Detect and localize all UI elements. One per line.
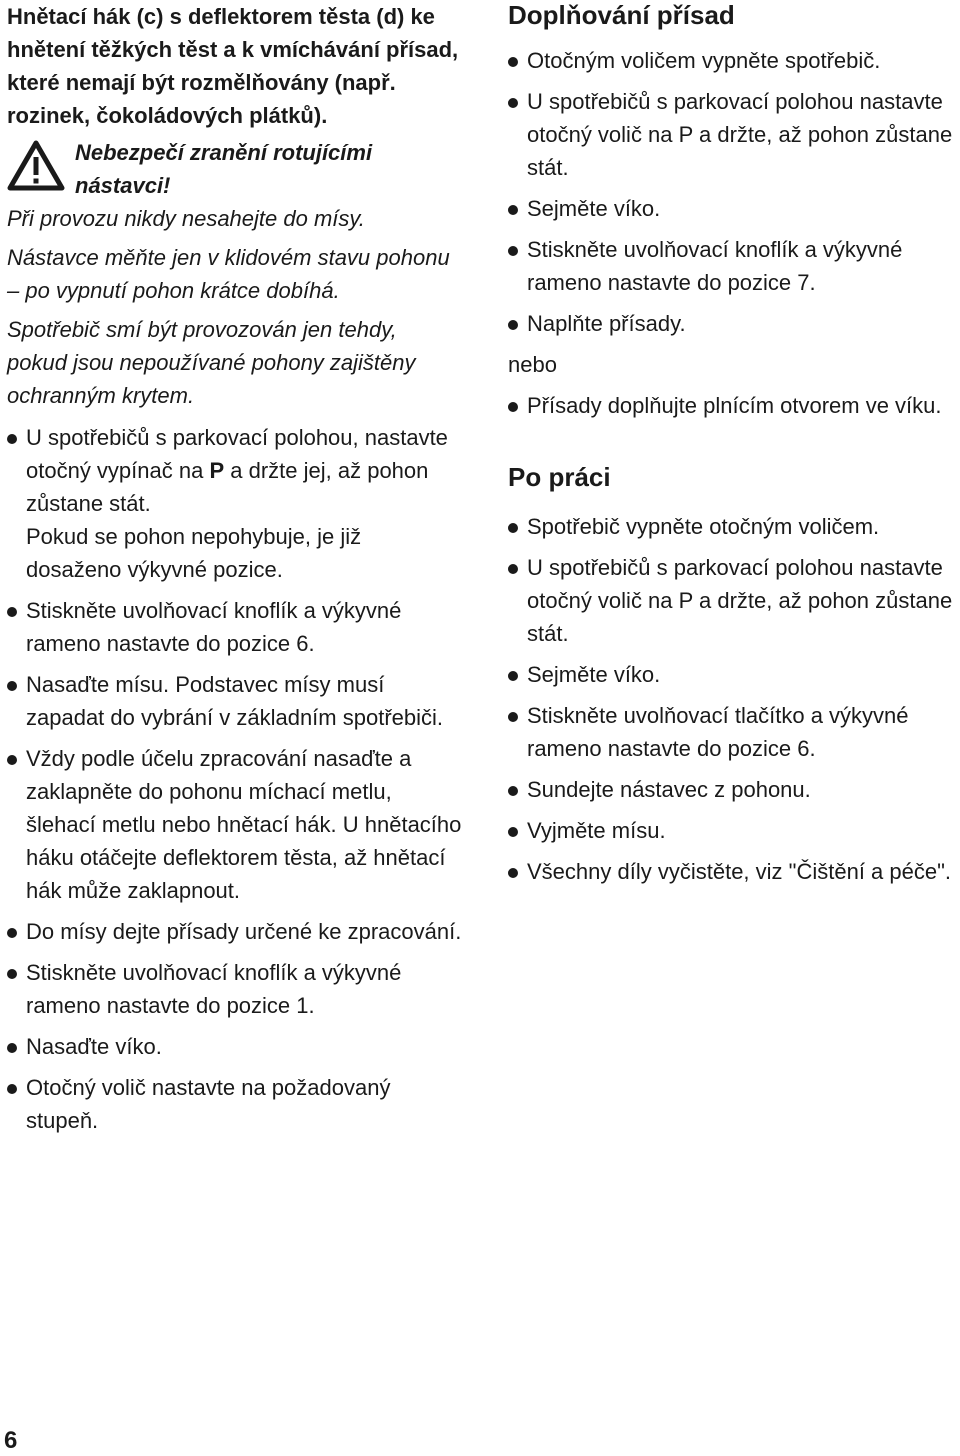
list-item: Sundejte nástavec z pohonu. [508, 773, 960, 806]
list-item: Spotřebič vypněte otočným voličem. [508, 510, 960, 543]
list-item: Do mísy dejte přísady určené ke zpracování. [7, 915, 462, 948]
left-column [7, 0, 462, 1137]
list-item: Nasaďte mísu. Podstavec mísy musí zapadat do vybrání v základním spotřebiči. [7, 668, 462, 734]
or-label: nebo [508, 352, 557, 377]
list-item: Sejměte víko. [508, 192, 960, 225]
list-item: U spotřebičů s parkovací polohou nastavte otočný volič na P a držte, až pohon zůstane stát. [508, 85, 960, 184]
step-text: a držte jej, až pohon zůstane stát. [26, 458, 429, 516]
note-text: Pokud se pohon nepohybuje, je již dosaženo výkyvné pozice. [26, 524, 362, 582]
intro-paragraph: Hnětací hák (c) s deflektorem těsta (d) ke hnětení těžkých těst a k vmíchávání přísad, které nemají být rozmělňovány (např. rozinek, čokoládových plátků). [7, 4, 459, 128]
right-column [508, 0, 960, 888]
warning-title: Nebezpečí zranění rotujícími nástavci! [75, 140, 373, 198]
list-item: Stiskněte uvolňovací tlačítko a výkyvné rameno nastavte do pozice 6. [508, 699, 960, 765]
warning-block [7, 136, 462, 202]
step-text: U spotřebičů s parkovací polohou, nastavte otočný vypínač na [26, 425, 448, 483]
list-item: Nasaďte víko. [7, 1030, 462, 1063]
position-p: P [209, 458, 225, 483]
list-item: Sejměte víko. [508, 658, 960, 691]
list-item: Vždy podle účelu zpracování nasaďte a zaklapněte do pohonu míchací metlu, šlehací metlu nebo hnětací hák. U hnětacího háku otáčejte deflektorem těsta, až hnětací hák může zaklapnout. [7, 742, 462, 907]
warning-text-1: Při provozu nikdy nesahejte do mísy. [7, 206, 365, 231]
section-heading-adding-ingredients: Doplňování přísad [508, 0, 735, 30]
list-item: U spotřebičů s parkovací polohou nastavte otočný volič na P a držte, až pohon zůstane stát. [508, 551, 960, 650]
list-item: Otočným voličem vypněte spotřebič. [508, 44, 960, 77]
warning-text-3: Spotřebič smí být provozován jen tehdy, pokud jsou nepoužívané pohony zajištěny ochranným krytem. [7, 317, 416, 408]
warning-text-2: Nástavce měňte jen v klidovém stavu pohonu – po vypnutí pohon krátce dobíhá. [7, 245, 450, 303]
list-item: Stiskněte uvolňovací knoflík a výkyvné rameno nastavte do pozice 7. [508, 233, 960, 299]
list-item: Přísady doplňujte plnícím otvorem ve víku. [508, 389, 960, 422]
page-number: 6 [4, 1427, 18, 1454]
list-item [7, 421, 462, 520]
list-item: Stiskněte uvolňovací knoflík a výkyvné rameno nastavte do pozice 6. [7, 594, 462, 660]
list-item: Vyjměte mísu. [508, 814, 960, 847]
list-item: Otočný volič nastavte na požadovaný stupeň. [7, 1071, 462, 1137]
list-item: Naplňte přísady. [508, 307, 960, 340]
section-heading-after-work: Po práci [508, 462, 611, 492]
list-item: Všechny díly vyčistěte, viz "Čištění a péče". [508, 855, 960, 888]
warning-triangle-icon [7, 140, 65, 192]
step-note [7, 520, 462, 586]
list-item: Stiskněte uvolňovací knoflík a výkyvné rameno nastavte do pozice 1. [7, 956, 462, 1022]
